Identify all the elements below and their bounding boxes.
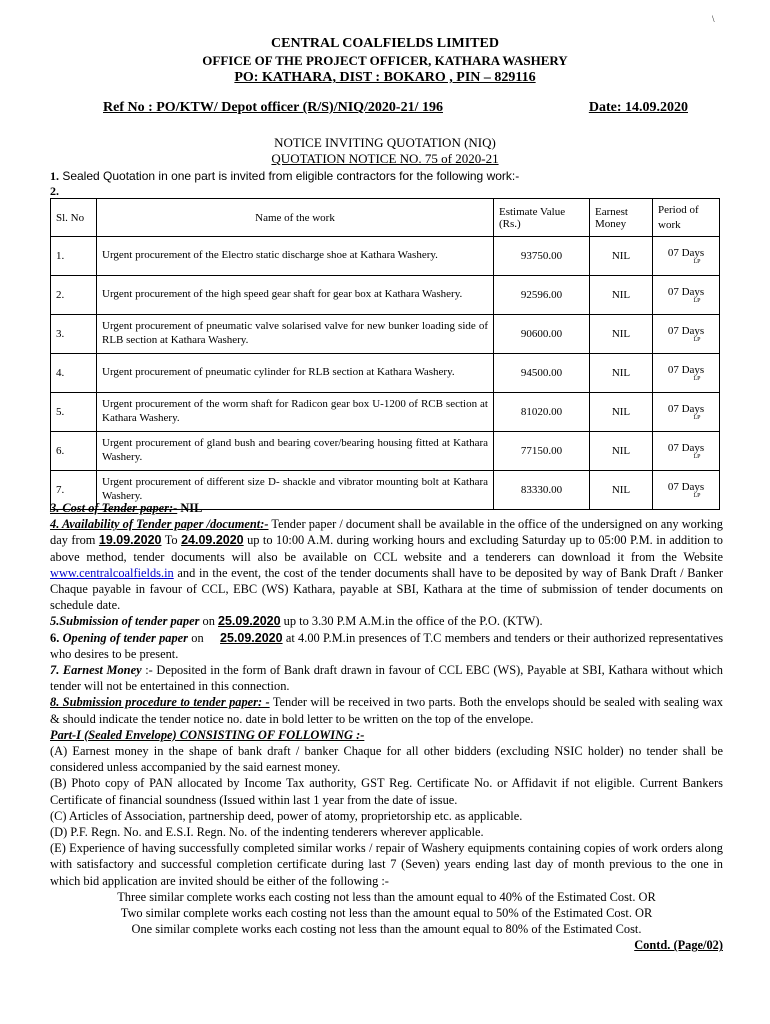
header-name: Name of the work <box>97 199 494 237</box>
row-estimate-value: 94500.00 <box>494 354 590 393</box>
office-name: OFFICE OF THE PROJECT OFFICER, KATHARA WASHERY <box>202 53 568 68</box>
row-estimate-value: 81020.00 <box>494 393 590 432</box>
notice-body <box>50 500 723 954</box>
row-period <box>653 432 720 471</box>
table-row <box>51 432 720 471</box>
row-period-days: 07 Days <box>667 480 705 493</box>
header-estimate: Estimate Value (Rs.) <box>494 199 590 237</box>
row-work-name: Urgent procurement of pneumatic valve solarised valve for new bunker loading side of RLB section at Kathara Washery. <box>97 315 494 354</box>
row-period-days: 07 Days <box>667 363 705 376</box>
ccl-website-link[interactable]: www.centralcoalfields.in <box>50 565 174 580</box>
row-work-name: Urgent procurement of different size D- shackle and vibrator mounting bolt at Kathara Washery. <box>97 471 494 510</box>
row-sl-no: 7. <box>51 471 97 510</box>
quotation-number: QUOTATION NOTICE NO. 75 of 2020-21 <box>271 151 499 166</box>
works-table <box>50 198 720 510</box>
header-sl-no: Sl. No <box>51 199 97 237</box>
row-period-sub: LP <box>693 258 701 265</box>
row-period-sub: LP <box>693 453 701 460</box>
row-sl-no: 2. <box>51 276 97 315</box>
reference-number: Ref No : PO/KTW/ Depot officer (R/S)/NIQ/2020-21/ 196 <box>103 100 443 115</box>
row-work-name: Urgent procurement of the Electro static discharge shoe at Kathara Washery. <box>97 237 494 276</box>
item-2-marker: 2. <box>50 184 59 198</box>
table-row <box>51 354 720 393</box>
row-earnest-money: NIL <box>590 276 653 315</box>
section-4: 4. Availability of Tender paper /document:- Tender paper / document shall be available in the office of the undersigned on any working day from 19.09.2020 To 24.09.2020 up to 10:00 A.M. during working hours and excluding Saturday up to 05:00 P.M. in addition to above method, tender documents will also be available on CCL website and a tenderers can download it from the Website www.centralcoalfields.in and in the event, the cost of the tender documents shall have to be deposited by way of Bank Draft / Banker Chaque payable in favour of CCL, EBC (WS) Kathara, payable at SBI, Kathara at the time of submission of tender documents on schedule date. <box>50 517 724 613</box>
office-address: PO: KATHARA, DIST : BOKARO , PIN – 829116 <box>234 70 536 85</box>
row-sl-no: 1. <box>51 237 97 276</box>
row-estimate-value: 92596.00 <box>494 276 590 315</box>
row-period-sub: LP <box>693 375 701 382</box>
row-earnest-money: NIL <box>590 315 653 354</box>
row-period-days: 07 Days <box>667 246 705 259</box>
row-period-days: 07 Days <box>667 441 705 454</box>
row-estimate-value: 93750.00 <box>494 237 590 276</box>
row-work-name: Urgent procurement of gland bush and bearing cover/bearing housing fitted at Kathara Washery. <box>97 432 494 471</box>
table-row <box>51 237 720 276</box>
row-sl-no: 6. <box>51 432 97 471</box>
corner-mark: \ <box>712 14 715 24</box>
row-estimate-value: 90600.00 <box>494 315 590 354</box>
option-2: Two similar complete works each costing not less than the amount equal to 50% of the Estimated Cost. OR <box>120 906 653 921</box>
header-period: Period of work <box>653 199 720 237</box>
row-period-sub: LP <box>693 492 701 499</box>
item-d: (D) P.F. Regn. No. and E.S.I. Regn. No. of the indenting tenderers wherever applicable. <box>50 825 484 840</box>
notice-title: NOTICE INVITING QUOTATION (NIQ) <box>274 135 496 150</box>
part-1-heading: Part-I (Sealed Envelope) CONSISTING OF FOLLOWING :- <box>50 727 365 742</box>
row-period <box>653 393 720 432</box>
table-row <box>51 393 720 432</box>
section-6: 6. Opening of tender paper on 25.09.2020 at 4.00 P.M.in presences of T.C members and tenders or their authorized representatives who desires to be present. <box>50 630 724 661</box>
row-work-name: Urgent procurement of the high speed gear shaft for gear box at Kathara Washery. <box>97 276 494 315</box>
row-period-days: 07 Days <box>667 402 705 415</box>
option-3: One similar complete works each costing not less than the amount equal to 80% of the Estimated Cost. <box>131 922 642 937</box>
row-estimate-value: 77150.00 <box>494 432 590 471</box>
notice-date: Date: 14.09.2020 <box>588 100 688 115</box>
table-row <box>51 315 720 354</box>
section-3: 3. Cost of Tender paper:- NIL <box>50 501 203 515</box>
row-period-days: 07 Days <box>667 285 705 298</box>
item-c: (C) Articles of Association, partnership deed, power of atomy, proprietorship etc. as applicable. <box>50 808 523 823</box>
row-period <box>653 354 720 393</box>
row-earnest-money: NIL <box>590 237 653 276</box>
item-b: (B) Photo copy of PAN allocated by Income Tax authority, GST Reg. Certificate No. or Affidavit if not eligible. Current Bankers Certificate of financial soundness (Issued within last 1 year from the date of issue. <box>50 776 723 807</box>
section-5: 5.Submission of tender paper on 25.09.2020 up to 3.30 P.M A.M.in the office of the P.O. (KTW). <box>50 614 543 629</box>
section-8: 8. Submission procedure to tender paper: - Tender will be received in two parts. Both the envelops should be sealed with sealing wax & should indicate the tender notice no. date in bold letter to be written on the top of the envelope. <box>50 695 724 726</box>
row-earnest-money: NIL <box>590 471 653 510</box>
company-name: CENTRAL COALFIELDS LIMITED <box>271 36 499 51</box>
row-work-name: Urgent procurement of the worm shaft for Radicon gear box U-1200 of RCB section at Kathara Washery. <box>97 393 494 432</box>
table-row <box>51 276 720 315</box>
row-period <box>653 315 720 354</box>
row-period <box>653 276 720 315</box>
row-period-sub: LP <box>693 336 701 343</box>
row-period <box>653 237 720 276</box>
section-7: 7. Earnest Money :- Deposited in the form of Bank draft drawn in favour of CCL EBC (WS), Payable at SBI, Kathara without which tender will not be entertained in this connection. <box>50 663 723 694</box>
row-sl-no: 3. <box>51 315 97 354</box>
table-header-row <box>51 199 720 237</box>
header-earnest: Earnest Money <box>590 199 653 237</box>
reference-line <box>103 100 688 116</box>
row-sl-no: 5. <box>51 393 97 432</box>
row-period-sub: LP <box>693 297 701 304</box>
row-earnest-money: NIL <box>590 354 653 393</box>
row-earnest-money: NIL <box>590 432 653 471</box>
option-1: Three similar complete works each costing not less than the amount equal to 40% of the Estimated Cost. OR <box>117 889 656 904</box>
row-sl-no: 4. <box>51 354 97 393</box>
row-work-name: Urgent procurement of pneumatic cylinder for RLB section at Kathara Washery. <box>97 354 494 393</box>
intro-text: 1. Sealed Quotation in one part is invited from eligible contractors for the following work:- <box>50 169 520 183</box>
row-estimate-value: 83330.00 <box>494 471 590 510</box>
continued-marker: Contd. (Page/02) <box>634 938 723 953</box>
item-a: (A) Earnest money in the shape of bank draft / banker Chaque for all other bidders (excluding NSIC holder) no tender shall be considered unless accompanied by the said earnest money. <box>50 744 723 775</box>
row-period-days: 07 Days <box>667 324 705 337</box>
row-period-sub: LP <box>693 414 701 421</box>
item-e: (E) Experience of having successfully completed similar works / repair of Washery equipments containing copies of work orders along with satisfactory and successful completion certificate during last 7 (Seven) years ending last day of month previous to the one in which bid application are invited should be either of the following :- <box>50 841 723 888</box>
row-earnest-money: NIL <box>590 393 653 432</box>
